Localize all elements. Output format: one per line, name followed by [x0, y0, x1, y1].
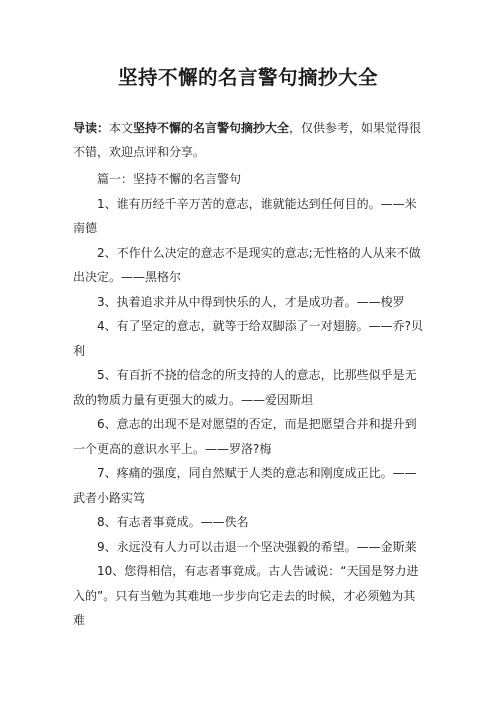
lead-label: 导读：	[73, 121, 110, 135]
quote-item: 8、有志者事竟成。——佚名	[97, 515, 249, 529]
quote-item: 6、意志的出现不是对愿望的否定，而是把愿望合并和提升到一个更高的意识水平上。——罗洛?梅	[73, 417, 417, 456]
quote-item: 10、您得相信，有志者事竟成。古人告诫说：“天国是努力进入的”。只有当勉为其难地一步步向它走去的时候，才必须勉为其难	[73, 564, 419, 627]
document-title: 坚持不懈的名言警句摘抄大全	[117, 66, 378, 89]
quote-item: 1、谁有历经千辛万苦的意志，谁就能达到任何目的。——米南德	[73, 196, 417, 235]
lead-paragraph	[73, 116, 423, 164]
lead-post: ，仅供参考，如果觉得很不错，欢迎点评和分享。	[73, 121, 422, 159]
lead-pre: 本文	[109, 121, 134, 135]
quote-item: 7、疼痛的强度，同自然赋于人类的意志和刚度成正比。——武者小路实笃	[73, 466, 417, 505]
lead-topic: 坚持不懈的名言警句摘抄大全	[133, 121, 290, 135]
quote-item: 9、永远没有人力可以击退一个坚决强毅的希望。——金斯莱	[97, 539, 417, 554]
quote-item: 3、执着追求并从中得到快乐的人，才是成功者。——梭罗	[97, 294, 405, 309]
section-heading: 篇一：坚持不懈的名言警句	[97, 172, 242, 186]
quote-item: 4、有了坚定的意志，就等于给双脚添了一对翅膀。——乔?贝利	[73, 319, 424, 358]
quote-item: 2、不作什么决定的意志不是现实的意志;无性格的人从来不做出决定。——黑格尔	[73, 245, 421, 284]
quote-item: 5、有百折不挠的信念的所支持的人的意志，比那些似乎是无敌的物质力量有更强大的威力。——爱因斯坦	[73, 368, 417, 407]
